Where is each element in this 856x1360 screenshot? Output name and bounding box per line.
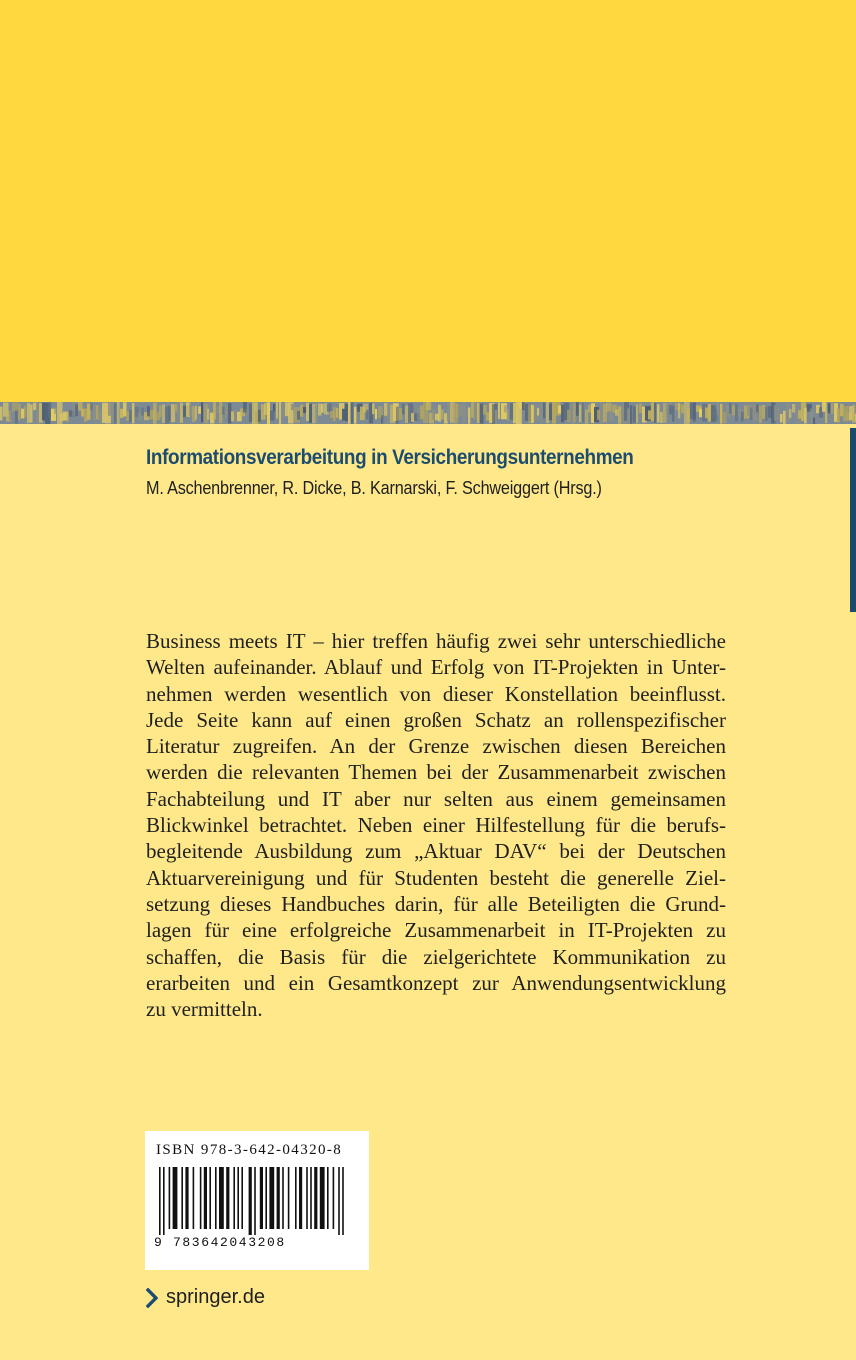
barcode-first-digit: 9 — [154, 1235, 162, 1250]
isbn-label: ISBN 978-3-642-04320-8 — [156, 1142, 343, 1158]
barcode-bar — [288, 1167, 290, 1229]
blurb-line: Fachabteilung und IT aber nur selten aus einem gemeinsamen — [146, 786, 726, 811]
publisher-label: springer.de — [166, 1286, 265, 1308]
barcode-bar — [226, 1167, 229, 1229]
blurb-line: Jede Seite kann auf einen großen Schatz an rollenspezifischer — [146, 707, 726, 732]
chevron-right-icon — [146, 1288, 158, 1308]
decorative-texture-strip — [0, 402, 856, 424]
blurb-line: setzung dieses Handbuches darin, für alle Beteiligten die Grund- — [146, 891, 726, 916]
barcode-bar — [200, 1167, 202, 1229]
barcode-bar — [233, 1167, 235, 1229]
barcode-bar — [173, 1167, 178, 1229]
barcode-bar — [282, 1167, 284, 1229]
blurb-line: zu vermitteln. — [146, 997, 263, 1022]
blurb-line: Business meets IT – hier treffen häufig zwei sehr unterschiedliche — [146, 629, 726, 653]
barcode-bar — [333, 1167, 335, 1229]
barcode-bar — [314, 1167, 317, 1229]
barcode-bar — [277, 1167, 280, 1229]
barcode-bar — [254, 1167, 256, 1235]
barcode-bar — [185, 1167, 188, 1229]
barcode-icon — [155, 1167, 359, 1235]
book-title: Informationsverarbeitung in Versicherungsunternehmen — [146, 446, 634, 469]
barcode-bar — [204, 1167, 207, 1229]
blurb-line: Blickwinkel betrachtet. Neben einer Hilfestellung für die berufs- — [146, 813, 726, 838]
barcode-bar — [249, 1167, 252, 1235]
barcode-digits: 783642043208 — [173, 1235, 286, 1250]
barcode-bar — [338, 1167, 340, 1235]
blurb-line: nehmen werden wesentlich von dieser Konstellation beeinflusst. — [146, 681, 726, 706]
barcode-bar — [260, 1167, 263, 1229]
barcode-bar — [215, 1167, 217, 1229]
cover-top-band — [0, 0, 856, 402]
barcode-bar — [306, 1167, 308, 1229]
barcode-bar — [299, 1167, 302, 1229]
barcode-bar — [310, 1167, 312, 1229]
blurb-text — [146, 628, 726, 1022]
barcode-bar — [237, 1167, 239, 1229]
blurb-line: Welten aufeinander. Ablauf und Erfolg von IT-Projekten in Unter- — [146, 655, 726, 680]
barcode-bar — [181, 1167, 183, 1229]
barcode-bar — [295, 1167, 297, 1229]
barcode-bar — [269, 1167, 274, 1229]
blurb-line: Literatur zugreifen. An der Grenze zwischen diesen Bereichen — [146, 734, 726, 759]
barcode-bar — [342, 1167, 344, 1235]
barcode-bar — [320, 1167, 325, 1229]
barcode-bar — [193, 1167, 195, 1229]
blurb-line: erarbeiten und ein Gesamtkonzept zur Anwendungsentwicklung — [146, 970, 726, 995]
barcode-bar — [163, 1167, 165, 1235]
barcode-bar — [219, 1167, 224, 1229]
blurb-line: Aktuarvereinigung und für Studenten besteht die generelle Ziel- — [146, 865, 726, 890]
spine-accent-bar — [850, 428, 856, 612]
barcode-bar — [169, 1167, 171, 1229]
publisher-link[interactable] — [146, 1286, 265, 1309]
book-editors: M. Aschenbrenner, R. Dicke, B. Karnarski, F. Schweiggert (Hrsg.) — [146, 478, 602, 498]
texture-pattern — [0, 402, 856, 424]
barcode-bar — [327, 1167, 329, 1229]
blurb-line: schaffen, die Basis für die zielgerichtete Kommunikation zu — [146, 944, 726, 969]
isbn-barcode-box — [145, 1131, 369, 1270]
barcode-bar — [209, 1167, 211, 1229]
blurb-line: werden die relevanten Themen bei der Zusammenarbeit zwischen — [146, 760, 726, 785]
barcode-bar — [159, 1167, 161, 1235]
barcode-bar — [241, 1167, 243, 1229]
barcode-bar — [265, 1167, 267, 1229]
blurb-line: begleitende Ausbildung zum „Aktuar DAV“ bei der Deutschen — [146, 839, 726, 864]
blurb-line: lagen für eine erfolgreiche Zusammenarbeit in IT-Projekten zu — [146, 918, 726, 943]
